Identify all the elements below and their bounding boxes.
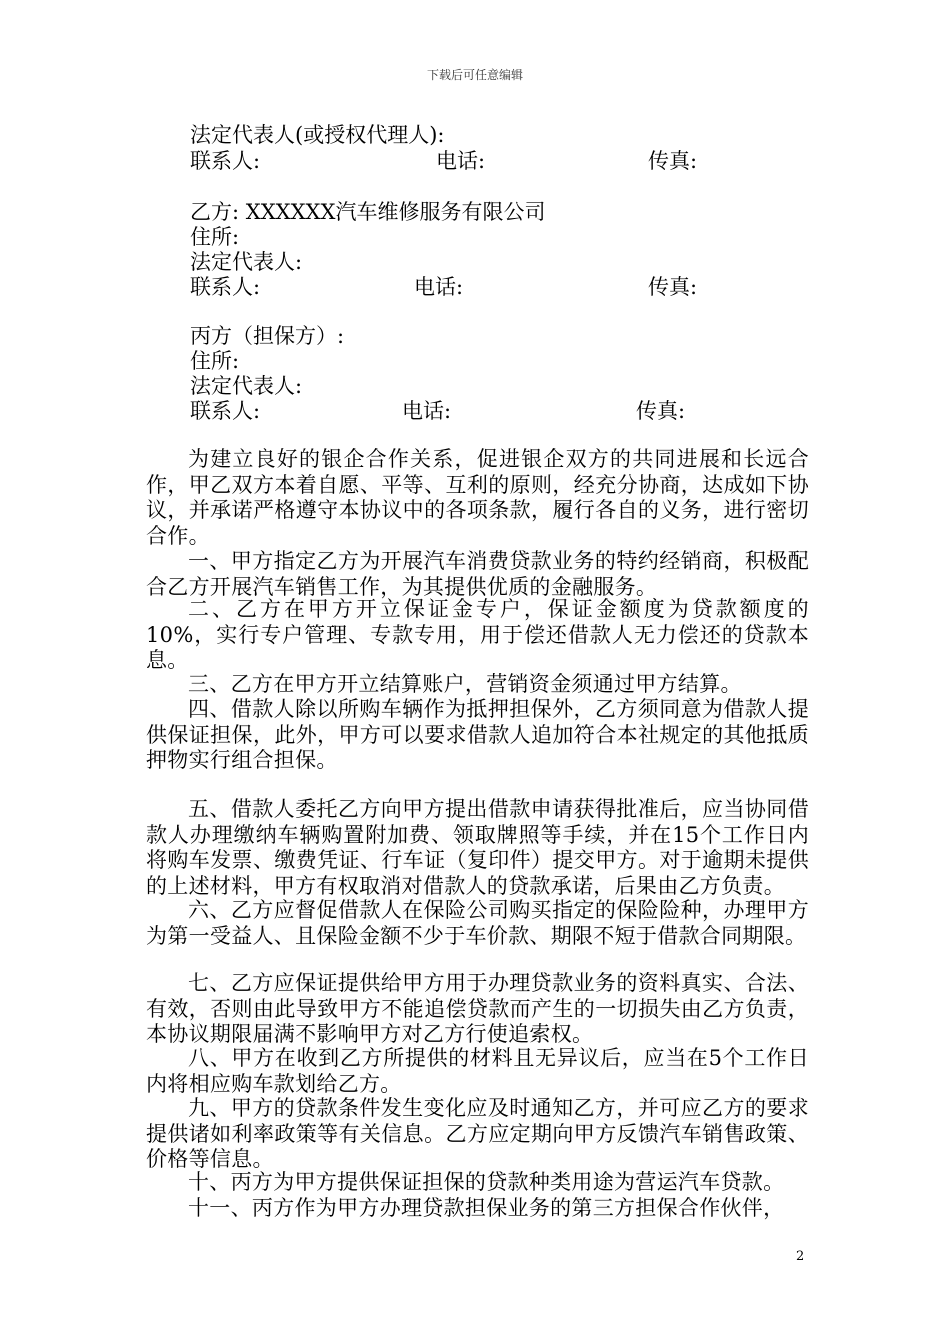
party-a-phone: 电话: bbox=[436, 149, 486, 173]
party-b-address: 住所: bbox=[190, 225, 240, 249]
party-a-contact: 联系人: bbox=[190, 149, 261, 173]
page-header: 下载后可任意编辑 bbox=[426, 68, 523, 82]
party-c-contact: 联系人: bbox=[190, 399, 261, 423]
party-b-legal-rep: 法定代表人: bbox=[190, 250, 303, 274]
party-a-fax: 传真: bbox=[648, 149, 698, 173]
clause-10: 十、丙方为甲方提供保证担保的贷款种类用途为营运汽车贷款。 bbox=[188, 1170, 785, 1194]
clause-11: 十一、丙方作为甲方办理贷款担保业务的第三方担保合作伙伴， bbox=[188, 1196, 785, 1220]
clause-4: 四、借款人除以所购车辆作为抵押担保外，乙方须同意为借款人提供保证担保，此外，甲方可以要求借款人追加符合本社规定的其他抵质押物实行组合担保。 bbox=[146, 697, 809, 773]
party-c-legal-rep: 法定代表人: bbox=[190, 374, 303, 398]
clause-3: 三、乙方在甲方开立结算账户，营销资金须通过甲方结算。 bbox=[188, 672, 742, 696]
party-c-name: 丙方（担保方）: bbox=[190, 324, 345, 348]
clause-8: 八、甲方在收到乙方所提供的材料且无异议后，应当在5个工作日内将相应购车款划给乙方。 bbox=[146, 1046, 809, 1096]
intro-paragraph: 为建立良好的银企合作关系，促进银企双方的共同进展和长远合作，甲乙双方本着自愿、平等、互利的原则，经充分协商，达成如下协议，并承诺严格遵守本协议中的各项条款，履行各自的义务，进行密切合作。 bbox=[146, 447, 809, 548]
clause-5: 五、借款人委托乙方向甲方提出借款申请获得批准后，应当协同借款人办理缴纳车辆购置附加费、领取牌照等手续，并在15个工作日内将购车发票、缴费凭证、行车证（复印件）提交甲方。对于逾期未提供的上述材料，甲方有权取消对借款人的贷款承诺，后果由乙方负责。 bbox=[146, 797, 809, 898]
party-b-phone: 电话: bbox=[414, 275, 464, 299]
party-c-address: 住所: bbox=[190, 349, 240, 373]
party-c-phone: 电话: bbox=[402, 399, 452, 423]
clause-2: 二、乙方在甲方开立保证金专户，保证金额度为贷款额度的10%，实行专户管理、专款专用，用于偿还借款人无力偿还的贷款本息。 bbox=[146, 597, 809, 673]
party-b-contact: 联系人: bbox=[190, 275, 261, 299]
party-a-legal-rep: 法定代表人(或授权代理人): bbox=[190, 123, 445, 147]
page-number: 2 bbox=[796, 1249, 805, 1264]
clause-9: 九、甲方的贷款条件发生变化应及时通知乙方，并可应乙方的要求提供诸如利率政策等有关信息。乙方应定期向甲方反馈汽车销售政策、价格等信息。 bbox=[146, 1096, 809, 1172]
party-b-fax: 传真: bbox=[648, 275, 698, 299]
clause-1: 一、甲方指定乙方为开展汽车消费贷款业务的特约经销商，积极配合乙方开展汽车销售工作，为其提供优质的金融服务。 bbox=[146, 549, 809, 599]
clause-6: 六、乙方应督促借款人在保险公司购买指定的保险险种，办理甲方为第一受益人、且保险金额不少于车价款、期限不短于借款合同期限。 bbox=[146, 898, 809, 948]
party-b-name: 乙方: XXXXXX汽车维修服务有限公司 bbox=[190, 200, 546, 224]
party-c-fax: 传真: bbox=[636, 399, 686, 423]
clause-7: 七、乙方应保证提供给甲方用于办理贷款业务的资料真实、合法、有效，否则由此导致甲方不能追偿贷款而产生的一切损失由乙方负责，本协议期限届满不影响甲方对乙方行使追索权。 bbox=[146, 971, 809, 1047]
